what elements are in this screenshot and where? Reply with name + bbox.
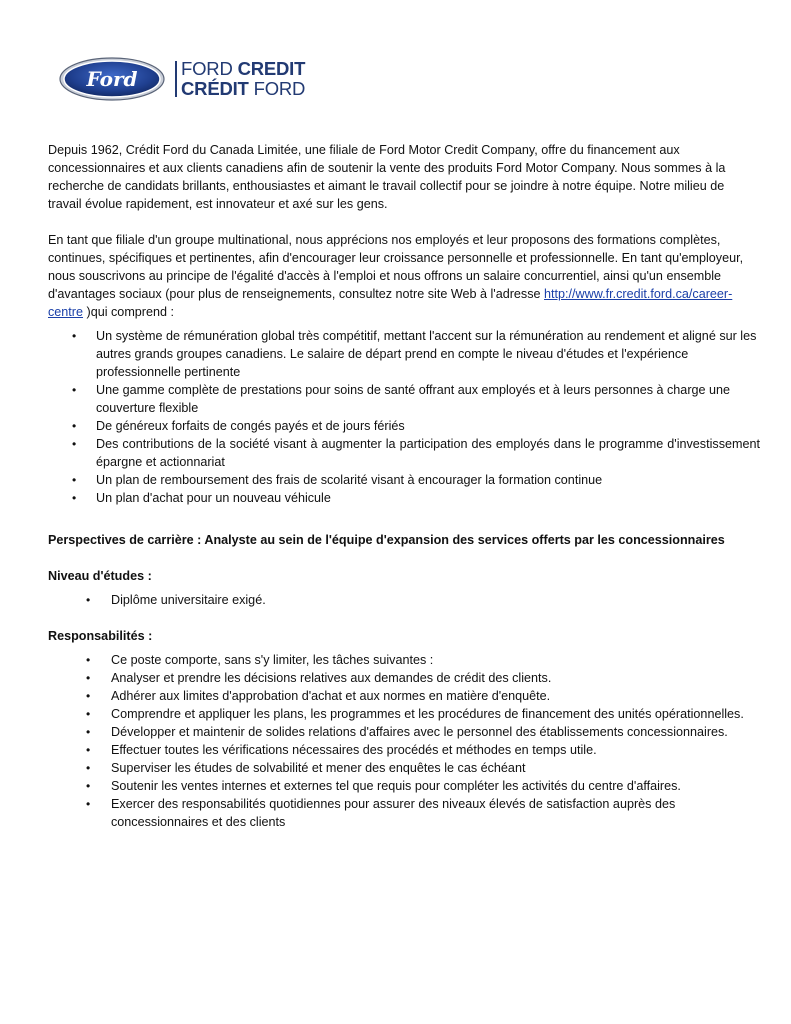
list-item-text: Analyser et prendre les décisions relatives aux demandes de crédit des clients. [111, 671, 552, 685]
list-item-text: Diplôme universitaire exigé. [111, 593, 266, 607]
bullet: • [86, 689, 91, 703]
logo-line-2 [181, 79, 305, 99]
bullet: • [72, 473, 77, 487]
logo-line-1-light: FORD [181, 58, 238, 79]
intro-paragraph: Depuis 1962, Crédit Ford du Canada Limitée, une filiale de Ford Motor Credit Company, offre du financement aux concessionnaires et aux clients canadiens afin de soutenir la vente des produits Ford Motor Company. Nous sommes à la recherche de candidats brillants, enthousiastes et aimant le travail collectif pour se joindre à notre équipe. Notre milieu de travail évolue rapidement, est innovateur et axé sur les gens. [48, 143, 726, 211]
list-item-text: Des contributions de la société visant à augmenter la participation des employés dans le programme d'investissement épargne et actionnariat [96, 437, 760, 469]
list-item-text: Adhérer aux limites d'approbation d'achat et aux normes en matière d'enquête. [111, 689, 551, 703]
logo-line-1 [181, 59, 305, 79]
bullet: • [86, 671, 91, 685]
list-item-text: Exercer des responsabilités quotidiennes pour assurer des niveaux élevés de satisfaction auprès des concessionnaires et des clients [111, 797, 676, 829]
list-item [48, 471, 760, 489]
list-item-text: Effectuer toutes les vérifications nécessaires des procédés et méthodes en temps utile. [111, 743, 597, 757]
benefits-list [48, 327, 760, 507]
logo-separator [175, 61, 177, 97]
list-item [48, 489, 760, 507]
benefits-paragraph-tail: )qui comprend : [83, 305, 175, 319]
responsibilities-list [48, 651, 760, 831]
logo-line-1-bold: CREDIT [237, 58, 306, 79]
list-item [48, 327, 760, 381]
list-item-text: Développer et maintenir de solides relations d'affaires avec le personnel des établissements concessionnaires. [111, 725, 728, 739]
bullet: • [86, 797, 91, 811]
benefits-paragraph [48, 231, 760, 321]
list-item [48, 417, 760, 435]
career-centre-link[interactable]: http://www.fr.credit.ford.ca/career-centre [48, 287, 733, 319]
list-item-text: Ce poste comporte, sans s'y limiter, les tâches suivantes : [111, 653, 434, 667]
list-item-text: Un système de rémunération global très compétitif, mettant l'accent sur la rémunération au rendement et aligné sur les autres grands groupes canadiens. Le salaire de départ prend en compte le niveau d'études et l'expérience professionnelle pertinente [96, 329, 757, 379]
list-item [48, 435, 760, 471]
bullet: • [86, 725, 91, 739]
list-item [48, 759, 760, 777]
list-item [48, 723, 760, 741]
bullet: • [86, 707, 91, 721]
list-item [48, 687, 760, 705]
bullet: • [86, 761, 91, 775]
responsibilities-heading: Responsabilités : [48, 629, 153, 643]
list-item-text: Soutenir les ventes internes et externes tel que requis pour compléter les activités du centre d'affaires. [111, 779, 681, 793]
logo-line-2-light: FORD [248, 78, 306, 99]
ford-oval-logo [58, 56, 166, 102]
bullet: • [86, 779, 91, 793]
bullet: • [86, 743, 91, 757]
list-item-text: Superviser les études de solvabilité et mener des enquêtes le cas échéant [111, 761, 526, 775]
bullet: • [86, 593, 91, 607]
bullet: • [86, 653, 91, 667]
list-item-text: Une gamme complète de prestations pour soins de santé offrant aux employés et à leurs personnes à charge une couverture flexible [96, 383, 731, 415]
career-title: Perspectives de carrière : Analyste au sein de l'équipe d'expansion des services offerts par les concessionnaires [48, 533, 725, 547]
list-item [48, 651, 760, 669]
list-item [48, 669, 760, 687]
list-item [48, 795, 760, 831]
ford-oval-text: Ford [86, 67, 138, 91]
bullet: • [72, 437, 77, 451]
list-item-text: Un plan d'achat pour un nouveau véhicule [96, 491, 331, 505]
bullet: • [72, 329, 77, 343]
list-item [48, 741, 760, 759]
bullet: • [72, 419, 77, 433]
list-item [48, 705, 760, 723]
list-item [48, 777, 760, 795]
list-item [48, 381, 760, 417]
list-item-text: De généreux forfaits de congés payés et de jours fériés [96, 419, 405, 433]
logo-line-2-bold: CRÉDIT [181, 78, 249, 99]
list-item-text: Un plan de remboursement des frais de scolarité visant à encourager la formation continue [96, 473, 603, 487]
list-item [48, 591, 760, 609]
header [58, 56, 328, 102]
document-body [48, 141, 760, 831]
list-item-text: Comprendre et appliquer les plans, les programmes et les procédures de financement des unités opérationnelles. [111, 707, 744, 721]
education-heading: Niveau d'études : [48, 569, 152, 583]
education-list [48, 591, 760, 609]
benefits-paragraph-text: En tant que filiale d'un groupe multinational, nous apprécions nos employés et leur proposons des formations complètes, continues, spécifiques et pertinentes, afin d'encourager leur croissance personnelle et professionnelle. En tant qu'employeur, nous souscrivons au principe de l'égalité d'accès à l'emploi et nous offrons un salaire concurrentiel, ainsi qu'un ensemble d'avantages sociaux (pour plus de renseignements, consultez notre site Web à l'adresse [48, 233, 744, 301]
bullet: • [72, 383, 77, 397]
bullet: • [72, 491, 77, 505]
